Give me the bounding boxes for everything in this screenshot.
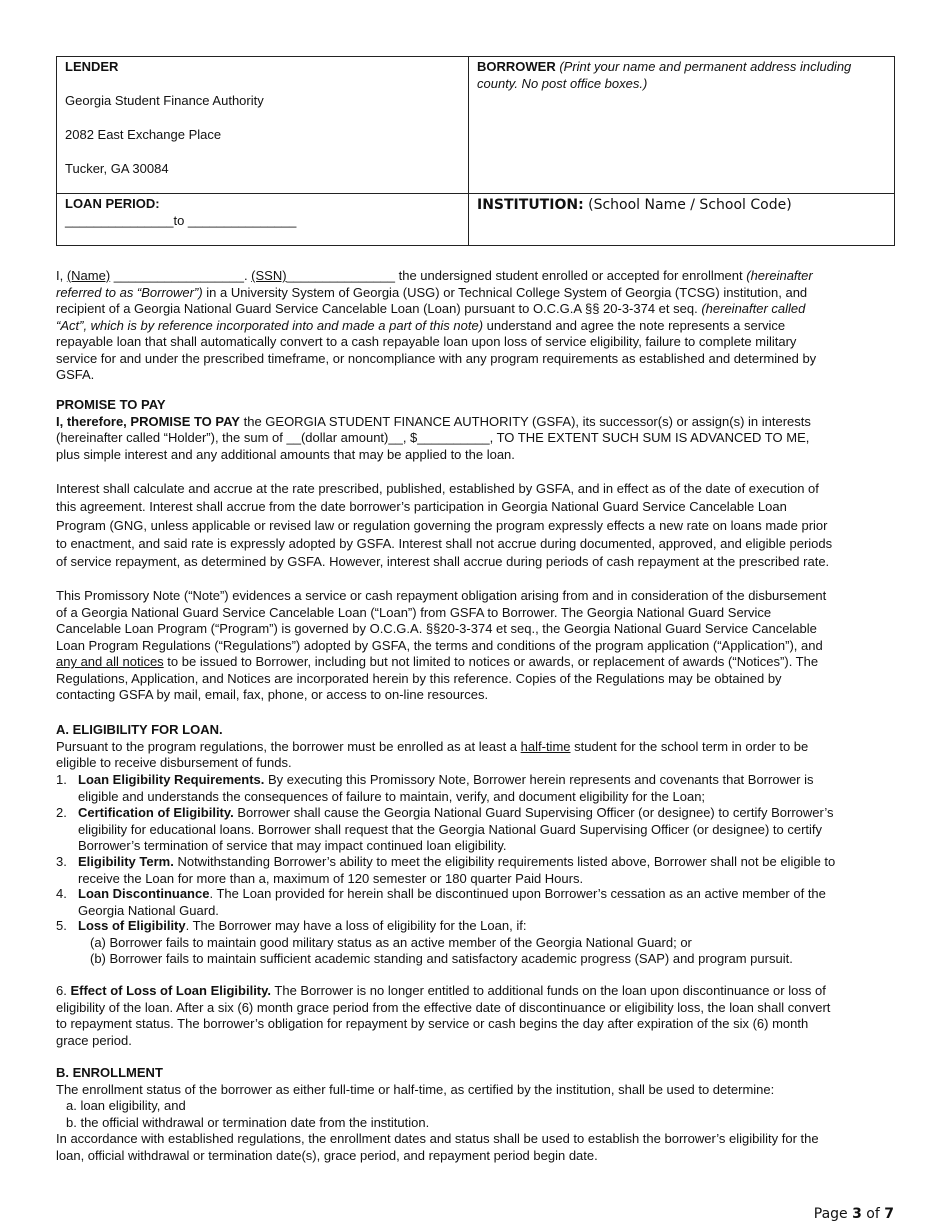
- intro-line-3: [56, 301, 896, 318]
- institution-line: [477, 197, 886, 214]
- lender-name: Georgia Student Finance Authority: [65, 93, 264, 108]
- borrower-heading: [477, 59, 886, 76]
- enrollment-sub-a: a. loan eligibility, and: [66, 1098, 186, 1113]
- loan-period-to: to: [173, 212, 185, 228]
- lender-street: 2082 East Exchange Place: [65, 127, 222, 142]
- note-text: to be issued to Borrower, including but not limited to notices or awards, or replacement of awards (“Notices”). The: [163, 654, 819, 669]
- lender-city: Tucker, GA 30084: [65, 161, 169, 176]
- interest-line-5: of service repayment, as determined by GSFA. However, interest shall accrue during periods of cash repayment at the prescribed rate.: [56, 554, 830, 570]
- item-title: Loan Discontinuance: [78, 886, 210, 901]
- intro-line-6: service for and under the prescribed timeframe, or noncompliance with any program requirements as established and determined by: [56, 350, 817, 366]
- item-number: 3.: [56, 854, 67, 869]
- item6-line-2: eligibility of the loan. After a six (6) month grace period from the effective date of discontinuance or eligibility loss, the loan shall convert: [56, 999, 831, 1015]
- note-line-6: Regulations, Application, and Notices are incorporated herein by this reference. Copies of the Regulations may be obtained by: [56, 670, 782, 686]
- enrollment-heading: B. ENROLLMENT: [56, 1065, 163, 1080]
- eligibility-text: Pursuant to the program regulations, the borrower must be enrolled as at least a: [56, 738, 521, 754]
- item-line: Borrower shall cause the Georgia National Guard Supervising Officer (or designee) to certify Borrower’s: [233, 805, 834, 820]
- ssn-label: (SSN): [251, 268, 287, 283]
- item-number: 5.: [56, 918, 67, 933]
- eligibility-text: student for the school term in order to be: [570, 738, 809, 754]
- intro-text: _______________ the undersigned student enrolled or accepted for enrollment: [286, 268, 747, 283]
- eligibility-item-6: [56, 983, 896, 1049]
- promise-line-2: (hereinafter called “Holder”), the sum of __(dollar amount)__, $__________, TO THE EXTENT SUCH SUM IS ADVANCED TO ME,: [56, 430, 810, 445]
- item-line: By executing this Promissory Note, Borrower herein represents and covenants that Borrower is: [264, 772, 814, 787]
- item-title: Certification of Eligibility.: [78, 805, 234, 820]
- borrower-cell[interactable]: [469, 57, 894, 194]
- intro-text-italic: (hereinafter called: [701, 301, 806, 316]
- interest-line-4: to enactment, and said rate is expressly adopted by GSFA. Interest shall not accrue during documented, approved, and eligible periods: [56, 535, 833, 551]
- item-line: receive the Loan for more than a, maximum of 120 semester or 180 quarter Paid Hours.: [78, 870, 584, 886]
- item-title: Loss of Eligibility: [78, 918, 186, 933]
- item-number: 4.: [56, 886, 67, 901]
- interest-line-3: Program (GNG, unless applicable or revised law or regulation governing the program expressly effects a new rate on loans made prior: [56, 517, 828, 533]
- item-text: [78, 772, 896, 805]
- item-line: Borrower’s termination of service that may impact continued loan eligibility.: [78, 838, 507, 853]
- intro-line-7: GSFA.: [56, 367, 95, 382]
- item-text: [78, 854, 896, 887]
- item-line: The Borrower is no longer entitled to additional funds on the loan upon discontinuance or loss of: [271, 983, 826, 998]
- item-title: Effect of Loss of Loan Eligibility.: [70, 983, 272, 998]
- lender-label: LENDER: [65, 59, 119, 74]
- interest-line-1: Interest shall calculate and accrue at the rate prescribed, published, established by GSFA, and in effect as of the date of execution of: [56, 481, 819, 496]
- eligibility-sub-a: (a) Borrower fails to maintain good military status as an active member of the Georgia National Guard; or: [90, 935, 692, 950]
- item6-line-1: [56, 983, 896, 1000]
- item6-line-3: to repayment status. The borrower’s obligation for repayment by service or cash begins the day after expiration of the six (6) month: [56, 1016, 809, 1031]
- enrollment-line-2: In accordance with established regulations, the enrollment dates and status shall be used to establish the borrower’s eligibility for the: [56, 1131, 819, 1146]
- item-line: . The Loan provided for herein shall be discontinued upon Borrower’s cessation as an active member of the: [209, 886, 826, 901]
- item-line: Notwithstanding Borrower’s ability to meet the eligibility requirements listed above, Borrower shall not be eligible to: [173, 854, 836, 869]
- loan-period-field[interactable]: [65, 213, 460, 230]
- intro-line-2: [56, 285, 896, 302]
- item-number: 2.: [56, 805, 67, 820]
- loan-period-start-blank[interactable]: _______________: [65, 212, 174, 228]
- eligibility-sub-b: (b) Borrower fails to maintain sufficient academic standing and satisfactory academic progress (SAP) and program pursuit.: [90, 951, 793, 966]
- note-line-5: [56, 654, 896, 671]
- total-pages: 7: [884, 1206, 894, 1222]
- item-number: 6.: [56, 983, 71, 998]
- of-word: of: [861, 1206, 885, 1222]
- item-line: eligible and understands the consequences of failure to maintain, verify, and document eligibility for the Loan;: [78, 788, 706, 804]
- eligibility-heading: A. ELIGIBILITY FOR LOAN.: [56, 722, 223, 737]
- item-title: Loan Eligibility Requirements.: [78, 772, 265, 787]
- promise-line-1: [56, 414, 896, 431]
- intro-line-4: [56, 318, 896, 335]
- item-line: . The Borrower may have a loss of eligibility for the Loan, if:: [185, 918, 527, 933]
- enrollment-section: [56, 1065, 896, 1164]
- promise-heading: PROMISE TO PAY: [56, 397, 166, 412]
- promise-section: [56, 397, 896, 463]
- intro-text-italic: “Act”, which is by reference incorporated into and made a part of this note): [56, 317, 484, 333]
- institution-hint: (School Name / School Code): [583, 197, 792, 213]
- enrollment-sub-b: b. the official withdrawal or termination date from the institution.: [66, 1114, 430, 1130]
- note-line-3: Cancelable Loan Program (“Program”) is governed by O.C.G.A. §§20-3-374 et seq., the Georgia National Guard Service Cancelable: [56, 621, 817, 636]
- intro-text: in a University System of Georgia (USG) or Technical College System of Georgia (TCSG) institution, and: [202, 284, 808, 300]
- page-number: [814, 1206, 894, 1223]
- item-title: Eligibility Term.: [78, 854, 174, 869]
- item-text: [78, 918, 896, 935]
- half-time-underlined: half-time: [520, 738, 571, 754]
- loan-period-label: LOAN PERIOD:: [65, 196, 160, 211]
- intro-text: recipient of a Georgia National Guard Service Cancelable Loan (Loan) pursuant to O.C.G.A §§ 20-3-374 et seq.: [56, 301, 702, 316]
- note-paragraph: [56, 588, 896, 704]
- intro-line-5: repayable loan that shall automatically convert to a cash repayable loan upon loss of service eligibility, failure to complete military: [56, 334, 797, 349]
- note-line-7: contacting GSFA by mail, email, fax, phone, or access to on-line resources.: [56, 687, 489, 702]
- promise-line-3: plus simple interest and any additional amounts that may be applied to the loan.: [56, 446, 515, 462]
- intro-text: I,: [56, 268, 67, 283]
- note-line-4: Loan Program Regulations (“Regulations”) adopted by GSFA, the terms and conditions of the program application (“Application”), and: [56, 637, 823, 653]
- institution-label: INSTITUTION:: [477, 197, 584, 213]
- borrower-instructions-2: county. No post office boxes.): [477, 75, 648, 91]
- enrollment-line-1: The enrollment status of the borrower as either full-time or half-time, as certified by the institution, shall be used to determine:: [56, 1081, 775, 1097]
- borrower-label: BORROWER: [477, 59, 556, 74]
- loan-period-end-blank[interactable]: _______________: [184, 212, 297, 228]
- current-page: 3: [852, 1206, 862, 1222]
- institution-cell[interactable]: [469, 194, 894, 246]
- item6-line-4: grace period.: [56, 1032, 132, 1048]
- promise-text: the GEORGIA STUDENT FINANCE AUTHORITY (GSFA), its successor(s) or assign(s) in interests: [239, 413, 811, 429]
- note-line-1: This Promissory Note (“Note”) evidences a service or cash repayment obligation arising from and in consideration of the disbursement: [56, 588, 827, 603]
- loan-period-cell[interactable]: [57, 194, 469, 246]
- item-text: [78, 805, 896, 855]
- item-line: Georgia National Guard.: [78, 902, 219, 918]
- intro-paragraph: [56, 268, 896, 384]
- eligibility-intro-line-1: [56, 739, 896, 756]
- item-line: eligibility for educational loans. Borrower shall request that the Georgia National Guard Supervising Officer (or designee) to certify: [78, 821, 823, 837]
- name-label: (Name): [66, 268, 111, 283]
- intro-text: understand and agree the note represents a service: [483, 317, 786, 333]
- eligibility-intro: [56, 722, 896, 772]
- item-number: 1.: [56, 772, 67, 787]
- promise-bold: I, therefore, PROMISE TO PAY: [56, 413, 240, 429]
- interest-paragraph: [56, 480, 896, 571]
- notices-underlined: any and all notices: [56, 654, 164, 669]
- enrollment-line-3: loan, official withdrawal or termination date(s), grace period, and repayment period begin date.: [56, 1147, 598, 1163]
- page-word: Page: [813, 1206, 853, 1222]
- intro-text-italic: (hereinafter: [746, 268, 813, 283]
- eligibility-intro-line-2: eligible to receive disbursement of funds.: [56, 755, 292, 770]
- header-table: [56, 56, 895, 246]
- interest-line-2: this agreement. Interest shall accrue from the date borrower’s participation in Georgia National Guard Service Cancelable Loan: [56, 499, 787, 515]
- name-blank[interactable]: __________________.: [110, 268, 252, 283]
- note-line-2: of a Georgia National Guard Service Cancelable Loan (“Loan”) from GSFA to Borrower. The Georgia National Guard Service: [56, 604, 772, 620]
- lender-cell: [57, 57, 469, 194]
- item-text: [78, 886, 896, 919]
- borrower-instructions-1: (Print your name and permanent address including: [559, 59, 852, 74]
- intro-line-1: [56, 268, 896, 285]
- intro-text-italic: referred to as “Borrower”): [56, 284, 203, 300]
